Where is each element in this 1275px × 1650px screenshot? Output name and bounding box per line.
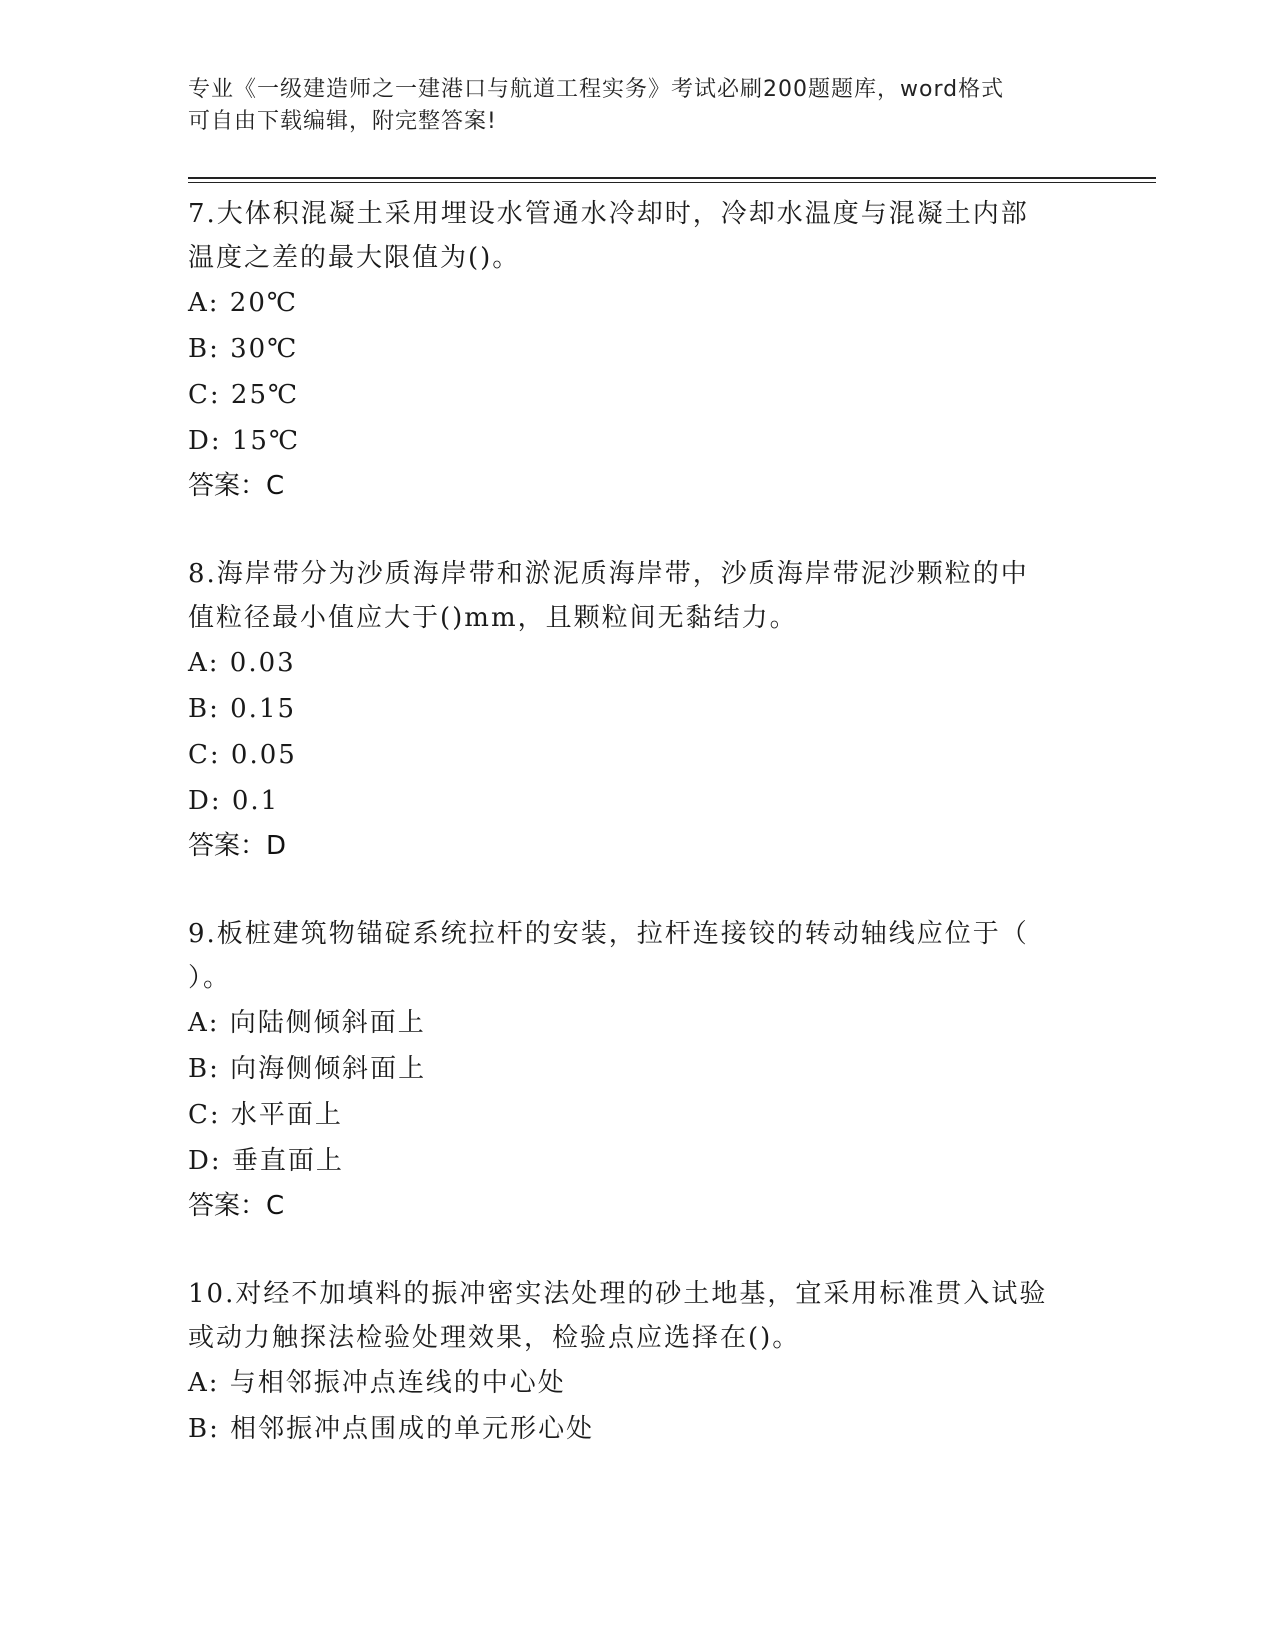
question-text-line-1: 9.板桩建筑物锚碇系统拉杆的安装，拉杆连接铰的转动轴线应位于（ [188,919,1029,949]
option-d: D: 垂直面上 [188,1146,344,1176]
question-text-line-2: ）。 [188,963,232,993]
option-b: B: 30℃ [188,334,299,364]
option-b: B: 向海侧倾斜面上 [188,1054,427,1084]
question-text-line-1: 8.海岸带分为沙质海岸带和淤泥质海岸带，沙质海岸带泥沙颗粒的中 [188,559,1029,589]
question-text-line-2: 值粒径最小值应大于()mm，且颗粒间无黏结力。 [188,603,798,633]
answer: 答案：C [188,471,285,501]
header-divider-thick [188,177,1156,179]
question-text-line-1: 7.大体积混凝土采用埋设水管通水冷却时，冷却水温度与混凝土内部 [188,199,1029,229]
question-8 [188,552,1088,868]
question-10 [188,1272,1088,1452]
option-d: D: 15℃ [188,426,301,456]
option-d: D: 0.1 [188,786,280,816]
option-a: A: 20℃ [188,288,298,318]
option-a: A: 向陆侧倾斜面上 [188,1008,426,1038]
question-9 [188,912,1088,1228]
option-b: B: 0.15 [188,694,297,724]
option-b: B: 相邻振冲点围成的单元形心处 [188,1414,595,1444]
answer: 答案：C [188,1191,285,1221]
option-a: A: 0.03 [188,648,296,678]
question-text-line-2: 或动力触探法检验处理效果，检验点应选择在()。 [188,1323,801,1353]
option-c: C: 水平面上 [188,1100,343,1130]
question-text-line-1: 10.对经不加填料的振冲密实法处理的砂土地基，宜采用标准贯入试验 [188,1279,1048,1309]
option-c: C: 0.05 [188,740,297,770]
header-line-2: 可自由下载编辑，附完整答案! [188,109,497,134]
option-a: A: 与相邻振冲点连线的中心处 [188,1368,566,1398]
document-header [188,74,1068,138]
option-c: C: 25℃ [188,380,300,410]
header-divider-thin [188,182,1156,183]
question-text-line-2: 温度之差的最大限值为()。 [188,243,521,273]
answer: 答案：D [188,831,287,861]
header-line-1: 专业《一级建造师之一建港口与航道工程实务》考试必刷200题题库，word格式 [188,77,1005,102]
question-list [188,192,1088,1496]
question-7 [188,192,1088,508]
